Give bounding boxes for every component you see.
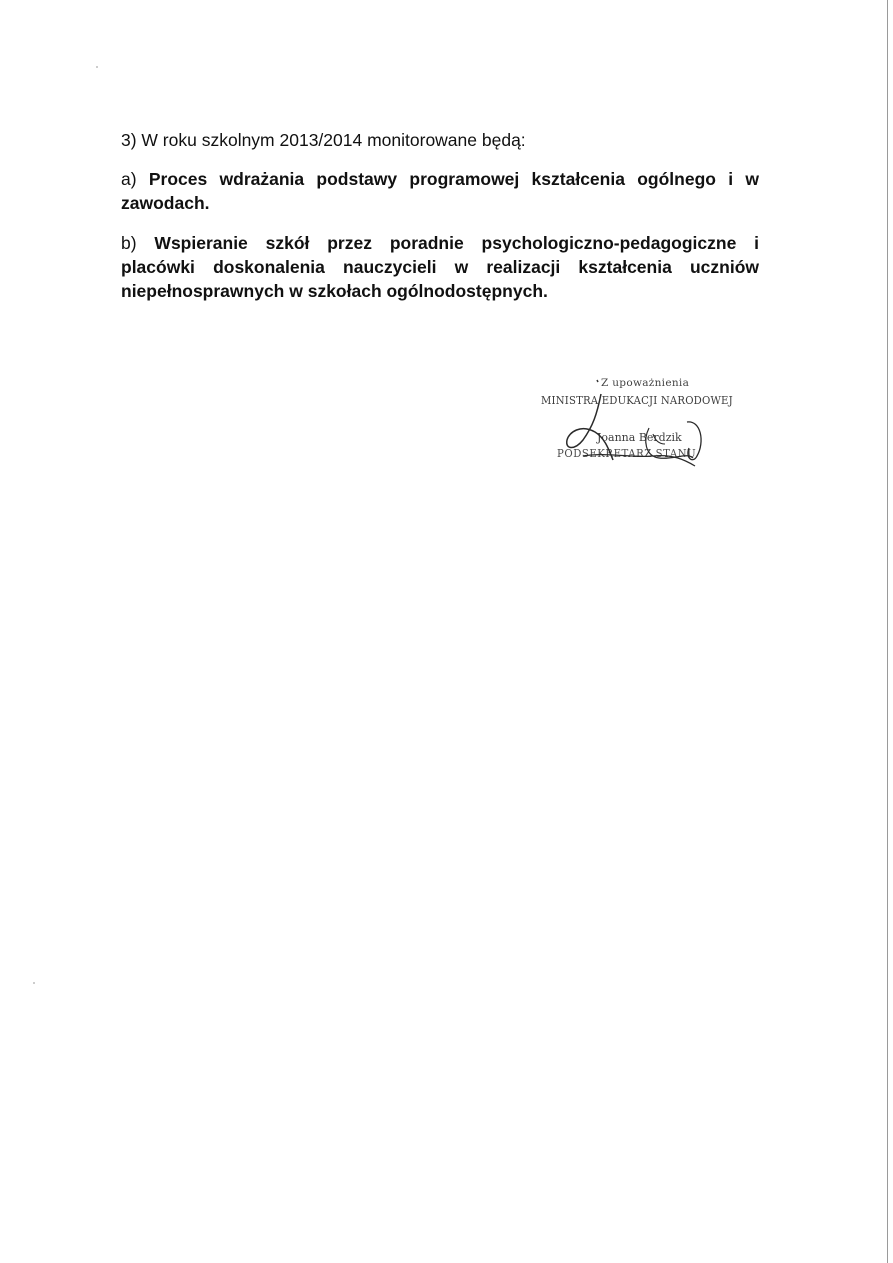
stamp-ministry: MINISTRA EDUKACJI NARODOWEJ <box>541 394 733 407</box>
list-item-marker: b) <box>121 233 137 253</box>
official-stamp <box>535 374 750 474</box>
page-edge-line <box>887 0 888 1263</box>
scan-artifact <box>96 66 98 68</box>
document-body <box>121 128 759 319</box>
stamp-position: PODSEKRETARZ STANU <box>557 447 697 460</box>
list-item-text: Wspieranie szkół przez poradnie psychologiczno-pedagogiczne i placówki doskonalenia nauczycieli w realizacji kształcenia uczniów niepełnosprawnych w szkołach ogólnodostępnych. <box>121 233 760 301</box>
scan-artifact <box>33 982 35 984</box>
list-item <box>121 167 759 215</box>
list-item-marker: a) <box>121 169 137 189</box>
handwritten-signature <box>535 374 750 474</box>
stamp-authorization: Z upoważnienia <box>601 377 690 389</box>
stamp-name: Joanna Berdzik <box>597 431 682 444</box>
list-item-text: Proces wdrażania podstawy programowej kształcenia ogólnego i w zawodach. <box>121 169 759 213</box>
section-intro: 3) W roku szkolnym 2013/2014 monitorowane będą: <box>121 130 526 150</box>
list-item <box>121 231 759 303</box>
